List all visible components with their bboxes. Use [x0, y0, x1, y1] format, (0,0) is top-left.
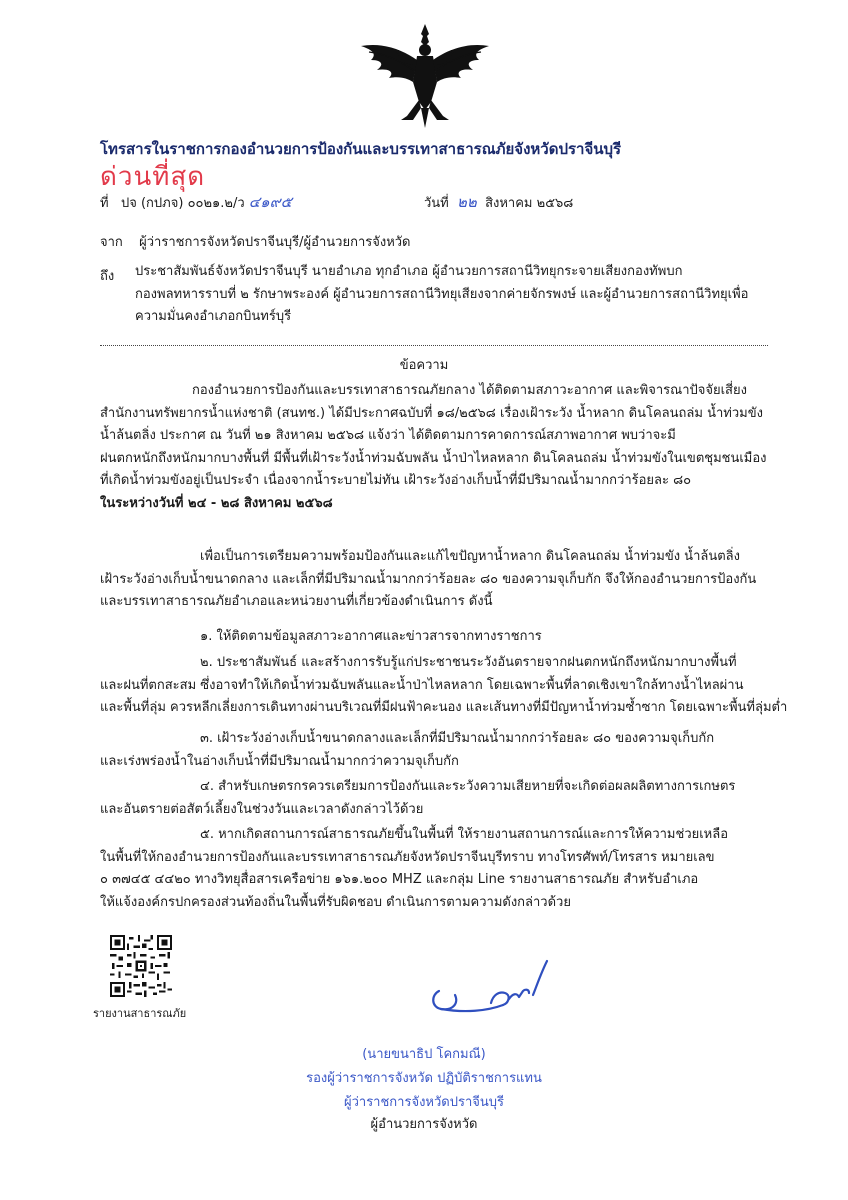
- paragraph-line: ในพื้นที่ให้กองอำนวยการป้องกันและบรรเทาสาธารณภัยจังหวัดปราจีนบุรีทราบ ทางโทรศัพท์/โทรสาร หมายเลข: [100, 849, 715, 865]
- urgency-stamp: ด่วนที่สุด: [100, 162, 206, 192]
- list-item-4: [100, 776, 735, 821]
- to-line: ประชาสัมพันธ์จังหวัดปราจีนบุรี นายอำเภอ ทุกอำเภอ ผู้อำนวยการสถานีวิทยุกระจายเสียงกองทัพบก: [135, 264, 683, 279]
- garuda-emblem-icon: [355, 20, 495, 130]
- signer-position-3: ผู้อำนวยการจังหวัด: [370, 1117, 478, 1132]
- ref-handwritten-number: ๔๑๙๕: [248, 193, 293, 211]
- paragraph-line: ๐ ๓๗๔๕ ๔๔๒๐ ทางวิทยุสื่อสารเครือข่าย ๑๖๑.๒๐๐ MHZ และกลุ่ม Line รายงานสาธารณภัย สำหรับอำเภอ: [100, 872, 699, 887]
- paragraph-line: ที่เกิดน้ำท่วมขังอยู่เป็นประจำ เนื่องจากน้ำระบายไม่ทัน เฝ้าระวังอ่างเก็บน้ำที่มีปริมาณน้ำมากกว่าร้อยละ ๘๐: [100, 473, 692, 488]
- qr-code-icon[interactable]: [110, 935, 172, 997]
- ref-value: ปจ (กปภจ) ๐๐๒๑.๒/ว: [120, 196, 245, 211]
- ref-label: ที่: [100, 196, 109, 211]
- paragraph-line: สำนักงานทรัพยากรน้ำแห่งชาติ (สนทช.) ได้มีประกาศฉบับที่ ๑๘/๒๕๖๘ เรื่องเฝ้าระวัง น้ำหลาก ดินโคลนถล่ม น้ำท่วมขัง: [100, 405, 763, 421]
- paragraph-2: [100, 546, 756, 614]
- list-item-3: [100, 728, 714, 773]
- paragraph-line: และเร่งพร่องน้ำในอ่างเก็บน้ำที่มีปริมาณน้ำมากกว่าความจุเก็บกัก: [100, 753, 459, 769]
- paragraph-line: ๔. สำหรับเกษตรกรควรเตรียมการป้องกันและระวังความเสียหายที่จะเกิดต่อผลผลิตทางการเกษตร: [200, 779, 736, 794]
- paragraph-1: [100, 380, 767, 515]
- dotted-separator: [100, 345, 768, 346]
- date-handwritten-day: ๒๒: [457, 193, 477, 211]
- date-month-year: สิงหาคม ๒๕๖๘: [485, 196, 574, 211]
- paragraph-line: กองอำนวยการป้องกันและบรรเทาสาธารณภัยกลาง ได้ติดตามสภาวะอากาศ และพิจารณาปัจจัยเสี่ยง: [192, 383, 747, 398]
- document-title: โทรสารในราชการกองอำนวยการป้องกันและบรรเทาสาธารณภัยจังหวัดปราจีนบุรี: [100, 140, 622, 158]
- paragraph-line: ๕. หากเกิดสถานการณ์สาธารณภัยขึ้นในพื้นที่ ให้รายงานสถานการณ์และการให้ความช่วยเหลือ: [200, 827, 729, 842]
- to-label: ถึง: [100, 269, 115, 284]
- from-value: ผู้ว่าราชการจังหวัดปราจีนบุรี/ผู้อำนวยการจังหวัด: [139, 235, 411, 250]
- from-line: [100, 231, 411, 252]
- to-recipients: [135, 261, 748, 329]
- paragraph-line: ๑. ให้ติดตามข้อมูลสภาวะอากาศและข่าวสารจากทางราชการ: [200, 629, 542, 644]
- list-item-5: [100, 824, 728, 914]
- to-line: กองพลทหารราบที่ ๒ รักษาพระองค์ ผู้อำนวยการสถานีวิทยุเสียงจากค่ายจักรพงษ์ และผู้อำนวยการสถานีวิทยุเพื่อ: [135, 286, 749, 302]
- paragraph-line: และพื้นที่ลุ่ม ควรหลีกเลี่ยงการเดินทางผ่านบริเวณที่มีฝนฟ้าคะนอง และเส้นทางที่มีปัญหาน้ำท่วมซ้ำซาก โดยเฉพาะพื้นที่ลุ่มต่ำ: [100, 700, 788, 715]
- signer-position-2: ผู้ว่าราชการจังหวัดปราจีนบุรี: [343, 1095, 505, 1110]
- paragraph-line: และบรรเทาสาธารณภัยอำเภอและหน่วยงานที่เกี่ยวข้องดำเนินการ ดังนี้: [100, 594, 493, 609]
- paragraph-bold-line: ในระหว่างวันที่ ๒๔ - ๒๘ สิงหาคม ๒๕๖๘: [100, 495, 333, 511]
- paragraph-line: ฝนตกหนักถึงหนักมากบางพื้นที่ มีพื้นที่เฝ้าระวังน้ำท่วมฉับพลัน น้ำป่าไหลหลาก ดินโคลนถล่ม น้ำท่วมขังในเขตชุมชนเมือง: [100, 450, 767, 466]
- message-heading: ข้อความ: [399, 358, 449, 373]
- paragraph-line: และฝนที่ตกสะสม ซึ่งอาจทำให้เกิดน้ำท่วมฉับพลันและน้ำป่าไหลหลาก โดยเฉพาะพื้นที่ลาดเชิงเขาใกล้ทางน้ำไหลผ่าน: [100, 677, 744, 693]
- paragraph-line: เฝ้าระวังอ่างเก็บน้ำขนาดกลาง และเล็กที่มีปริมาณน้ำมากกว่าร้อยละ ๘๐ ของความจุเก็บกัก จึงให้กองอำนวยการป้องกัน: [100, 571, 757, 587]
- paragraph-line: เพื่อเป็นการเตรียมความพร้อมป้องกันและแก้ไขปัญหาน้ำหลาก ดินโคลนถล่ม น้ำท่วมขัง น้ำล้นตลิ่ง: [200, 549, 740, 564]
- paragraph-line: ๓. เฝ้าระวังอ่างเก็บน้ำขนาดกลางและเล็กที่มีปริมาณน้ำมากกว่าร้อยละ ๘๐ ของความจุเก็บกัก: [200, 731, 715, 746]
- paragraph-line: ๒. ประชาสัมพันธ์ และสร้างการรับรู้แก่ประชาชนระวังอันตรายจากฝนตกหนักถึงหนักมากบางพื้นที่: [200, 655, 737, 670]
- paragraph-line: ให้แจ้งองค์กรปกครองส่วนท้องถิ่นในพื้นที่รับผิดชอบ ดำเนินการตามความดังกล่าวด้วย: [100, 894, 571, 910]
- date-label: วันที่: [424, 196, 449, 211]
- qr-label: รายงานสาธารณภัย: [93, 1007, 187, 1020]
- reference-line: [100, 190, 292, 214]
- signer-position-1: รองผู้ว่าราชการจังหวัด ปฏิบัติราชการแทน: [306, 1071, 542, 1086]
- handwritten-signature: [425, 955, 555, 1025]
- paragraph-line: และอันตรายต่อสัตว์เลี้ยงในช่วงวันและเวลาดังกล่าวไว้ด้วย: [100, 801, 424, 817]
- date-line: [424, 190, 573, 214]
- list-item-1: [100, 626, 542, 649]
- from-label: จาก: [100, 235, 123, 250]
- signer-name: (นายขนาธิป โคกมณี): [362, 1047, 486, 1062]
- paragraph-line: น้ำล้นตลิ่ง ประกาศ ณ วันที่ ๒๑ สิงหาคม ๒๕๖๘ แจ้งว่า ได้ติดตามการคาดการณ์สภาพอากาศ พบว่าจะมี: [100, 428, 676, 443]
- to-line: ความมั่นคงอำเภอกบินทร์บุรี: [135, 309, 292, 324]
- list-item-2: [100, 652, 787, 720]
